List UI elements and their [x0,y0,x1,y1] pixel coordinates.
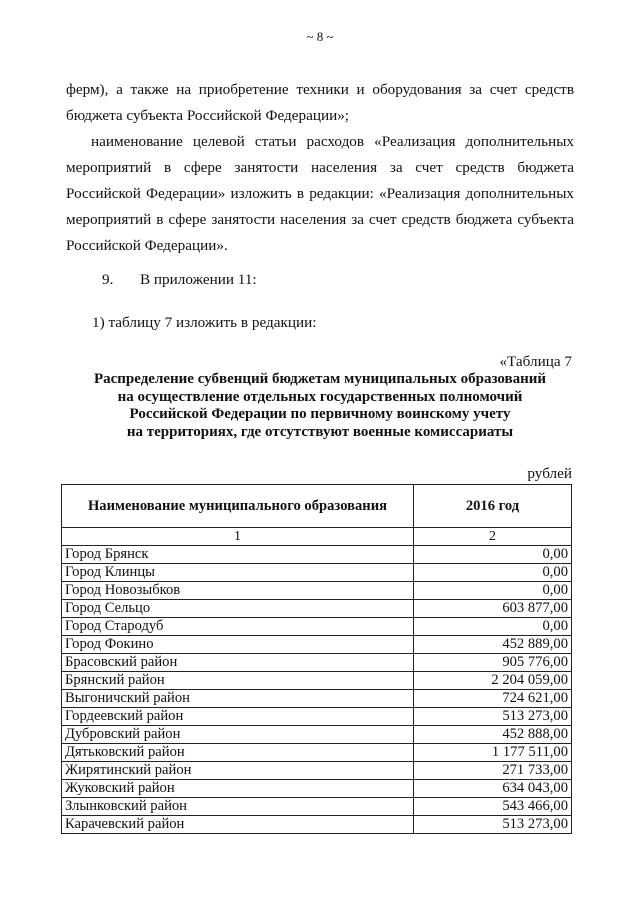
table-row [62,654,572,672]
table-row [62,618,572,636]
page-number: ~ 8 ~ [306,29,334,44]
item-number: 9. [102,271,114,288]
municipality-name: Гордеевский район [62,708,414,726]
paragraph-target-article [66,129,574,259]
table-row [62,564,572,582]
table-row [62,582,572,600]
table-row [62,762,572,780]
municipality-name: Дятьковский район [62,744,414,762]
paragraph-line: наименование целевой статьи расходов «Реализация дополнительных [91,133,574,150]
table-title-line: Распределение субвенций бюджетам муниципальных образований [93,371,547,387]
municipality-name: Жуковский район [62,780,414,798]
header-year: 2016 год [414,485,572,528]
amount-value: 452 889,00 [414,636,572,654]
paragraph-line: ферм), а также на приобретение техники и оборудования за счет средств [66,81,574,98]
table-row [62,798,572,816]
municipality-name: Город Сельцо [62,600,414,618]
amount-value: 1 177 511,00 [414,744,572,762]
table-row [62,690,572,708]
municipality-name: Карачевский район [62,816,414,834]
table-row [62,546,572,564]
table-label: «Таблица 7 [499,353,572,370]
amount-value: 2 204 059,00 [414,672,572,690]
amount-value: 724 621,00 [414,690,572,708]
paragraph-line: Российской Федерации» изложить в редакции: «Реализация дополнительных [66,185,574,202]
amount-value: 603 877,00 [414,600,572,618]
paragraph-continuation [66,77,574,129]
list-item-9 [102,271,257,289]
table-row [62,708,572,726]
amount-value: 543 466,00 [414,798,572,816]
municipality-name: Злынковский район [62,798,414,816]
paragraph-line: мероприятий в сфере занятости населения за счет средств бюджета [66,159,574,176]
table-title-line: на осуществление отдельных государственных полномочий [117,388,523,405]
header-municipality: Наименование муниципального образования [62,485,414,528]
municipality-name: Город Клинцы [62,564,414,582]
table-header-row [62,485,572,528]
municipality-name: Город Новозыбков [62,582,414,600]
amount-value: 452 888,00 [414,726,572,744]
municipality-name: Выгоничский район [62,690,414,708]
amount-value: 513 273,00 [414,816,572,834]
amount-value: 0,00 [414,564,572,582]
table-row [62,600,572,618]
table-row [62,636,572,654]
municipality-name: Город Стародуб [62,618,414,636]
municipality-name: Брянский район [62,672,414,690]
column-number: 2 [414,528,572,546]
table-row [62,672,572,690]
table-row [62,816,572,834]
table-title-line: на территориях, где отсутствуют военные комиссариаты [126,423,514,440]
amount-value: 271 733,00 [414,762,572,780]
item-text: В приложении 11: [140,271,257,288]
table-title [60,371,580,441]
units-label: рублей [527,465,572,482]
municipality-name: Город Фокино [62,636,414,654]
amount-value: 0,00 [414,582,572,600]
subventions-table [61,484,572,834]
amount-value: 634 043,00 [414,780,572,798]
table-title-line: Российской Федерации по первичному воинскому учету [129,406,511,422]
municipality-name: Город Брянск [62,546,414,564]
column-number-row [62,528,572,546]
table-body [62,546,572,834]
municipality-name: Дубровский район [62,726,414,744]
amount-value: 513 273,00 [414,708,572,726]
municipality-name: Жирятинский район [62,762,414,780]
table-row [62,726,572,744]
subitem-1: 1) таблицу 7 изложить в редакции: [92,314,317,331]
amount-value: 0,00 [414,546,572,564]
paragraph-line: бюджета субъекта Российской Федерации»; [66,107,350,124]
municipality-name: Брасовский район [62,654,414,672]
amount-value: 905 776,00 [414,654,572,672]
paragraph-line: мероприятий в сфере занятости населения за счет средств бюджета субъекта [66,211,574,228]
column-number: 1 [62,528,414,546]
paragraph-line: Российской Федерации». [66,237,228,254]
table-row [62,780,572,798]
table-row [62,744,572,762]
amount-value: 0,00 [414,618,572,636]
